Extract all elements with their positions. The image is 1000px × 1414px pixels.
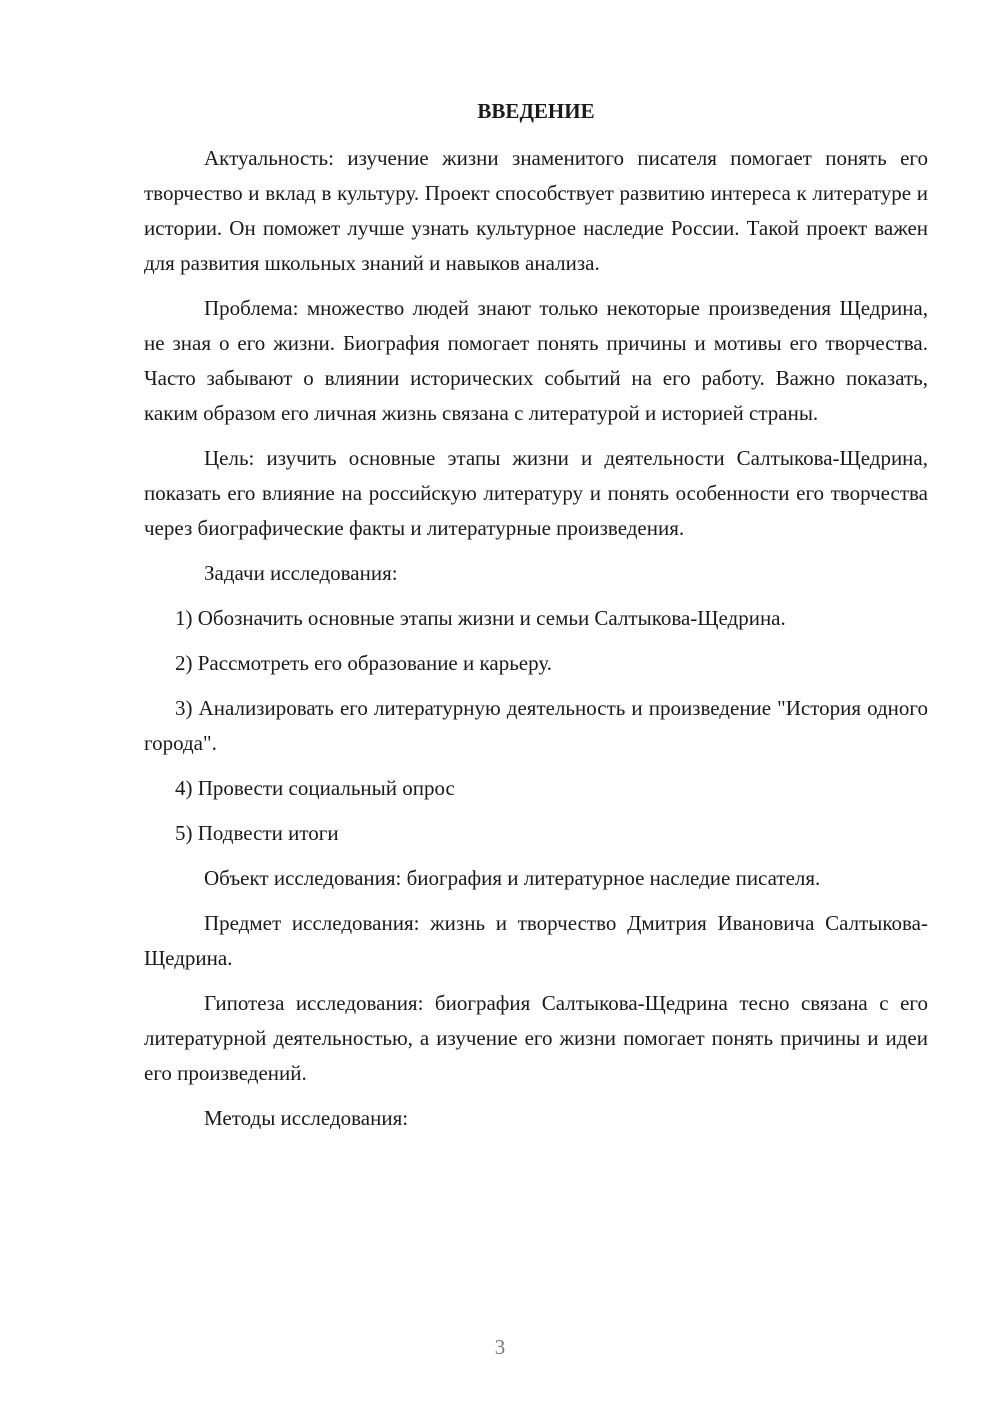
subject-paragraph: Предмет исследования: жизнь и творчество Дмитрия Ивановича Салтыкова-Щедрина. [144,911,928,970]
document-page [144,94,928,1146]
problem-paragraph: Проблема: множество людей знают только некоторые произведения Щедрина, не зная о его жизни. Биография помогает понять причины и мотивы его творчества. Часто забывают о влиянии исторических событий на его работу. Важно показать, каким образом его личная жизнь связана с литературой и историей страны. [144,296,928,425]
task-item: 3) Анализировать его литературную деятельность и произведение "История одного города". [144,696,928,755]
section-title: ВВЕДЕНИЕ [477,99,595,123]
tasks-list [144,601,928,851]
page-number: 3 [494,1335,506,1359]
task-item: 2) Рассмотреть его образование и карьеру. [175,651,552,675]
goal-paragraph: Цель: изучить основные этапы жизни и деятельности Салтыкова-Щедрина, показать его влияние на российскую литературу и понять особенности его творчества через биографические факты и литературные произведения. [144,446,928,540]
relevance-paragraph: Актуальность: изучение жизни знаменитого писателя помогает понять его творчество и вклад в культуру. Проект способствует развитию интереса к литературе и истории. Он поможет лучше узнать культурное наследие России. Такой проект важен для развития школьных знаний и навыков анализа. [144,146,928,275]
hypothesis-paragraph: Гипотеза исследования: биография Салтыкова-Щедрина тесно связана с его литературной деятельностью, а изучение его жизни помогает понять причины и идеи его произведений. [144,991,928,1085]
task-item: 5) Подвести итоги [175,821,339,845]
task-item: 1) Обозначить основные этапы жизни и семьи Салтыкова-Щедрина. [175,606,786,630]
task-item: 4) Провести социальный опрос [175,776,455,800]
object-paragraph: Объект исследования: биография и литературное наследие писателя. [204,866,821,890]
tasks-heading: Задачи исследования: [204,561,398,585]
methods-heading: Методы исследования: [204,1106,409,1130]
